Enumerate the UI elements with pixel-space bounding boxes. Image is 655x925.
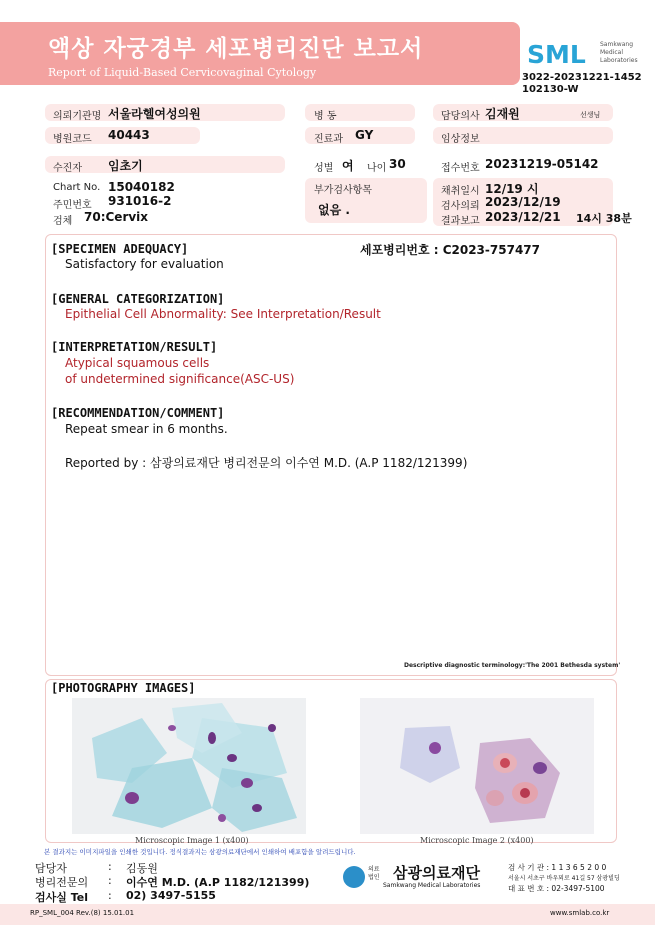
recommendation-text: Repeat smear in 6 months.	[65, 422, 228, 436]
resident-label: 주민번호	[53, 200, 92, 211]
foundation-name: 삼광의료재단	[393, 864, 480, 882]
form-number: RP_SML_004 Rev.(8) 15.01.01	[30, 909, 135, 917]
exam-label: 검체	[53, 216, 73, 227]
colon: :	[108, 860, 112, 873]
cytology-number: 세포병리번호 : C2023-757477	[360, 243, 540, 257]
institution-value: 서울라헬여성의원	[108, 107, 201, 121]
extra-value: 없음 .	[318, 203, 350, 217]
terminology-note: Descriptive diagnostic terminology:'The 2001 Bethesda system'	[404, 662, 621, 669]
request-label: 검사의뢰	[441, 201, 480, 212]
doctor-label: 담당의사	[441, 111, 480, 122]
reported-by: Reported by : 삼광의료재단 병리전문의 이수연 M.D. (A.P 1182/121399)	[65, 456, 468, 470]
interpretation-line-2: of undetermined significance(ASC-US)	[65, 372, 295, 386]
sml-logo: SML	[527, 40, 586, 69]
tel-label: 검사실 Tel	[35, 891, 88, 904]
dept-label: 진료과	[314, 134, 343, 145]
foundation-name-en: Samkwang Medical Laboratories	[383, 882, 481, 889]
recommendation-heading: [RECOMMENDATION/COMMENT]	[51, 406, 225, 420]
code-label: 병원코드	[53, 134, 92, 145]
doctor-value: 김재원	[485, 107, 520, 121]
pathologist-value: 이수연 M.D. (A.P 1182/121399)	[126, 876, 310, 889]
age-value: 30	[389, 157, 406, 171]
receipt-value: 20231219-05142	[485, 157, 599, 171]
microscopic-image-2	[360, 698, 594, 834]
extra-label: 부가검사항목	[314, 185, 372, 196]
chart-label: Chart No.	[53, 182, 101, 193]
lab-number: 검 사 기 관 : 1 1 3 6 5 2 0 0	[508, 863, 607, 872]
pathologist-label: 병리전문의	[35, 876, 89, 889]
dept-value: GY	[355, 128, 374, 142]
result-label: 결과보고	[441, 216, 480, 227]
colon: :	[108, 874, 112, 887]
institution-label: 의뢰기관명	[53, 111, 102, 122]
exam-value: 70:Cervix	[84, 210, 149, 224]
adequacy-heading: [SPECIMEN ADEQUACY]	[51, 242, 189, 256]
interpretation-heading: [INTERPRETATION/RESULT]	[51, 340, 218, 354]
sex-value: 여	[342, 159, 354, 173]
clinical-label: 임상정보	[441, 134, 480, 145]
receipt-label: 접수번호	[441, 163, 480, 174]
image-2-caption: Microscopic Image 2 (x400)	[420, 836, 534, 845]
report-title: 액상 자궁경부 세포병리진단 보고서	[48, 36, 424, 62]
interpretation-line-1: Atypical squamous cells	[65, 356, 210, 370]
address: 서울시 서초구 바우뫼로 41길 57 삼광빌딩	[508, 875, 620, 882]
collect-value: 12/19 시	[485, 182, 539, 196]
category-text: Epithelial Cell Abnormality: See Interpretation/Result	[65, 307, 381, 321]
ward-label: 병 동	[314, 111, 337, 122]
report-subtitle: Report of Liquid-Based Cervicovaginal Cytology	[48, 66, 317, 79]
manager-label: 담당자	[35, 862, 67, 875]
patient-label: 수진자	[53, 163, 82, 174]
image-1-caption: Microscopic Image 1 (x400)	[135, 836, 249, 845]
age-label: 나이	[367, 163, 387, 174]
code-value: 40443	[108, 128, 150, 142]
colon: :	[108, 889, 112, 902]
foundation-prefix: 의료 법인	[368, 866, 380, 881]
sml-logo-sub: Samkwang Medical Laboratories	[600, 41, 638, 64]
photo-heading: [PHOTOGRAPHY IMAGES]	[51, 681, 196, 695]
collect-label: 채취일시	[441, 186, 480, 197]
website: www.smlab.co.kr	[550, 909, 610, 917]
manager-value: 김동원	[126, 862, 158, 875]
chart-value: 15040182	[108, 180, 175, 194]
sex-label: 성별	[314, 163, 334, 174]
representative-tel: 대 표 번 호 : 02-3497-5100	[508, 884, 605, 893]
category-heading: [GENERAL CATEGORIZATION]	[51, 292, 225, 306]
result-value: 2023/12/21	[485, 210, 561, 224]
resident-value: 931016-2	[108, 194, 172, 208]
request-value: 2023/12/19	[485, 195, 561, 209]
adequacy-text: Satisfactory for evaluation	[65, 257, 224, 271]
foundation-logo-icon	[343, 866, 365, 888]
doctor-suffix: 선생님	[580, 111, 601, 119]
result-time: 14시 38분	[576, 212, 632, 225]
print-notice: 본 결과지는 이미지파일을 인쇄한 것입니다. 정식결과지는 삼광의료재단에서 인쇄하여 배포함을 알려드립니다.	[44, 848, 356, 856]
document-number: 3022-20231221-1452 102130-W	[522, 72, 642, 95]
patient-value: 임초기	[108, 159, 143, 173]
tel-value: 02) 3497-5155	[126, 889, 216, 902]
microscopic-image-1	[72, 698, 306, 834]
